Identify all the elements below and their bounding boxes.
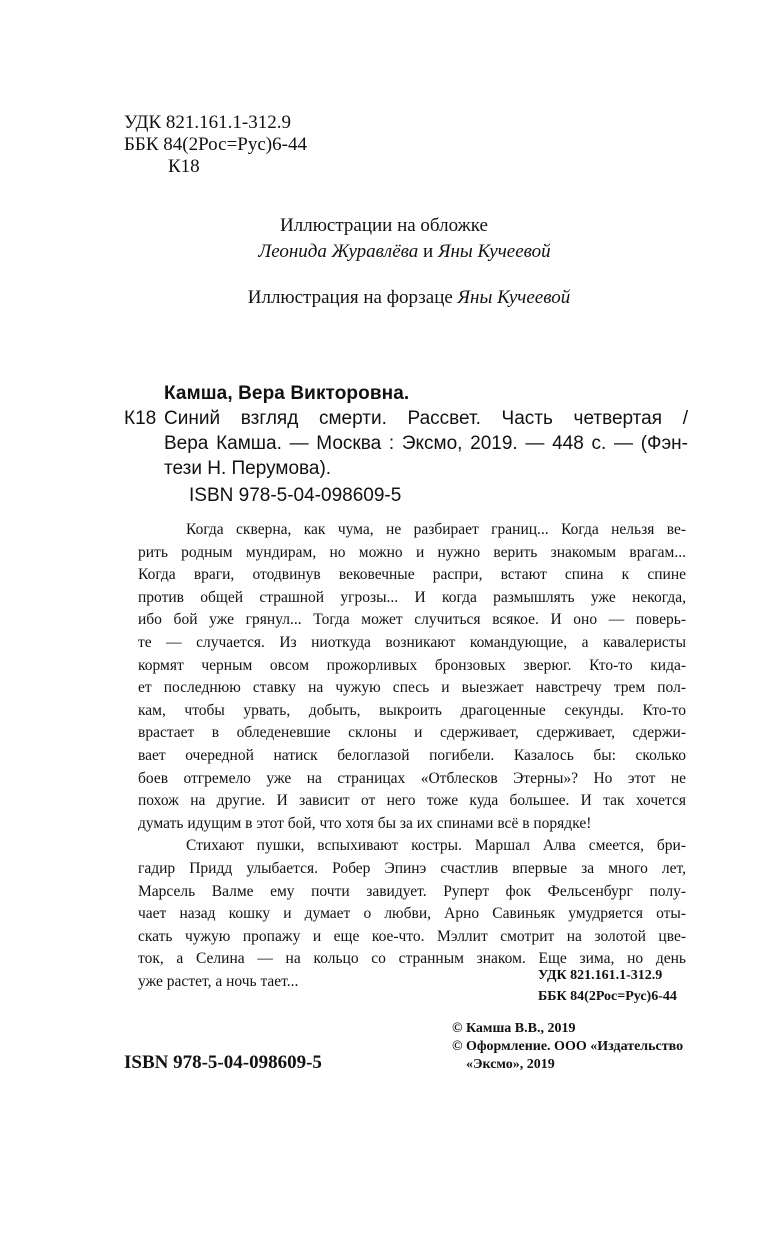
cover-and: и [418, 241, 438, 262]
catalog-index: К18 [124, 408, 157, 429]
flyleaf-artist: Яны Кучеевой [457, 287, 571, 308]
flyleaf-label: Иллюстрация на форзаце [247, 287, 458, 308]
bottom-codes [538, 965, 677, 1007]
annotation-line: похож на другие. И зависит от него тоже куда большее. И так хочется [138, 792, 686, 810]
annotation-line: Когда враги, отодвинув вековечные распри, встают спина к спине [138, 566, 686, 584]
annotation-line: ток, а Селина — на кольцо со странным знаком. Еще зима, но день [138, 950, 686, 968]
copyright-author: © Камша В.В., 2019 [452, 1021, 576, 1036]
annotation-line: ет последнюю ставку на чужую спесь и выезжает навстречу трем пол- [138, 679, 686, 697]
annotation-line: скать чужую пропажу и еще кое-что. Мэллит смотрит на золотой цве- [138, 927, 686, 945]
annotation-line: уже растет, а ночь тает... [138, 972, 299, 990]
bottom-udk: УДК 821.161.1-312.9 [538, 968, 663, 983]
catalog-line: тези Н. Перумова). [164, 458, 332, 479]
classification-codes [124, 112, 307, 178]
udk-code: УДК 821.161.1-312.9 [124, 112, 291, 133]
copyright-block [452, 1020, 683, 1074]
copyright-publisher: «Эксмо», 2019 [466, 1057, 555, 1072]
flyleaf-illustration-credit [0, 285, 768, 311]
annotation-line: кормят черным овсом прожорливых бронзовых зверюг. Кто-то кида- [138, 656, 686, 674]
catalog-line: Синий взгляд смерти. Рассвет. Часть четвертая / [164, 408, 688, 429]
annotation-line: ибо бой уже грянул... Тогда может случиться всякое. И оно — поверь- [138, 611, 686, 629]
annotation-line: боев отгремело уже на страницах «Отблесков Этерны»? Но этот не [138, 769, 686, 787]
annotation-line: гадир Придд улыбается. Робер Эпинэ счастлив впервые за много лет, [138, 859, 686, 877]
copyright-design: © Оформление. ООО «Издательство [452, 1039, 684, 1054]
annotation-line: думать идущим в этот бой, что хотя бы за их спинами всё в порядке! [138, 814, 592, 832]
annotation [138, 519, 686, 993]
annotation-line: Стихают пушки, вспыхивают костры. Маршал Алва смеется, бри- [186, 837, 686, 855]
cover-illustrations-credit [0, 213, 768, 265]
author-mark: К18 [168, 156, 200, 177]
cover-artists [0, 239, 768, 265]
annotation-line: Когда скверна, как чума, не разбирает границ... Когда нельзя ве- [186, 521, 686, 538]
bbk-code: ББК 84(2Рос=Рус)6-44 [124, 134, 307, 155]
annotation-line: вает очередной натиск белоглазой погибели. Казалось бы: сколько [138, 746, 686, 764]
catalog-author: Камша, Вера Викторовна. [164, 383, 410, 404]
annotation-line: кам, чтобы урвать, добыть, выкроить драгоценные секунды. Кто-то [138, 701, 686, 719]
catalog-isbn: ISBN 978-5-04-098609-5 [189, 485, 402, 506]
bottom-isbn: ISBN 978-5-04-098609-5 [124, 1052, 322, 1073]
annotation-line: чает назад кошку и думает о любви, Арно Савиньяк умудряется оты- [138, 905, 686, 923]
catalog-entry [164, 406, 688, 481]
cover-artist-1: Леонида Журавлёва [258, 241, 419, 262]
annotation-line: против общей страшной угрозы... И когда размышлять уже некогда, [138, 588, 686, 606]
annotation-line: те — случается. Из ниоткуда возникают командующие, а кавалеристы [138, 633, 686, 651]
bottom-bbk: ББК 84(2Рос=Рус)6-44 [538, 989, 677, 1004]
cover-label: Иллюстрации на обложке [280, 215, 488, 236]
catalog-line: Вера Камша. — Москва : Эксмо, 2019. — 448 с. — (Фэн- [164, 433, 688, 454]
annotation-line: рить родным мундирам, но можно и нужно верить знакомым врагам... [138, 543, 686, 561]
cover-artist-2: Яны Кучеевой [437, 241, 551, 262]
annotation-line: Марсель Валме ему почти завидует. Руперт фок Фельсенбург полу- [138, 882, 686, 900]
annotation-line: врастает в обледеневшие склоны и сдерживает, сдерживает, сдержи- [138, 724, 686, 742]
